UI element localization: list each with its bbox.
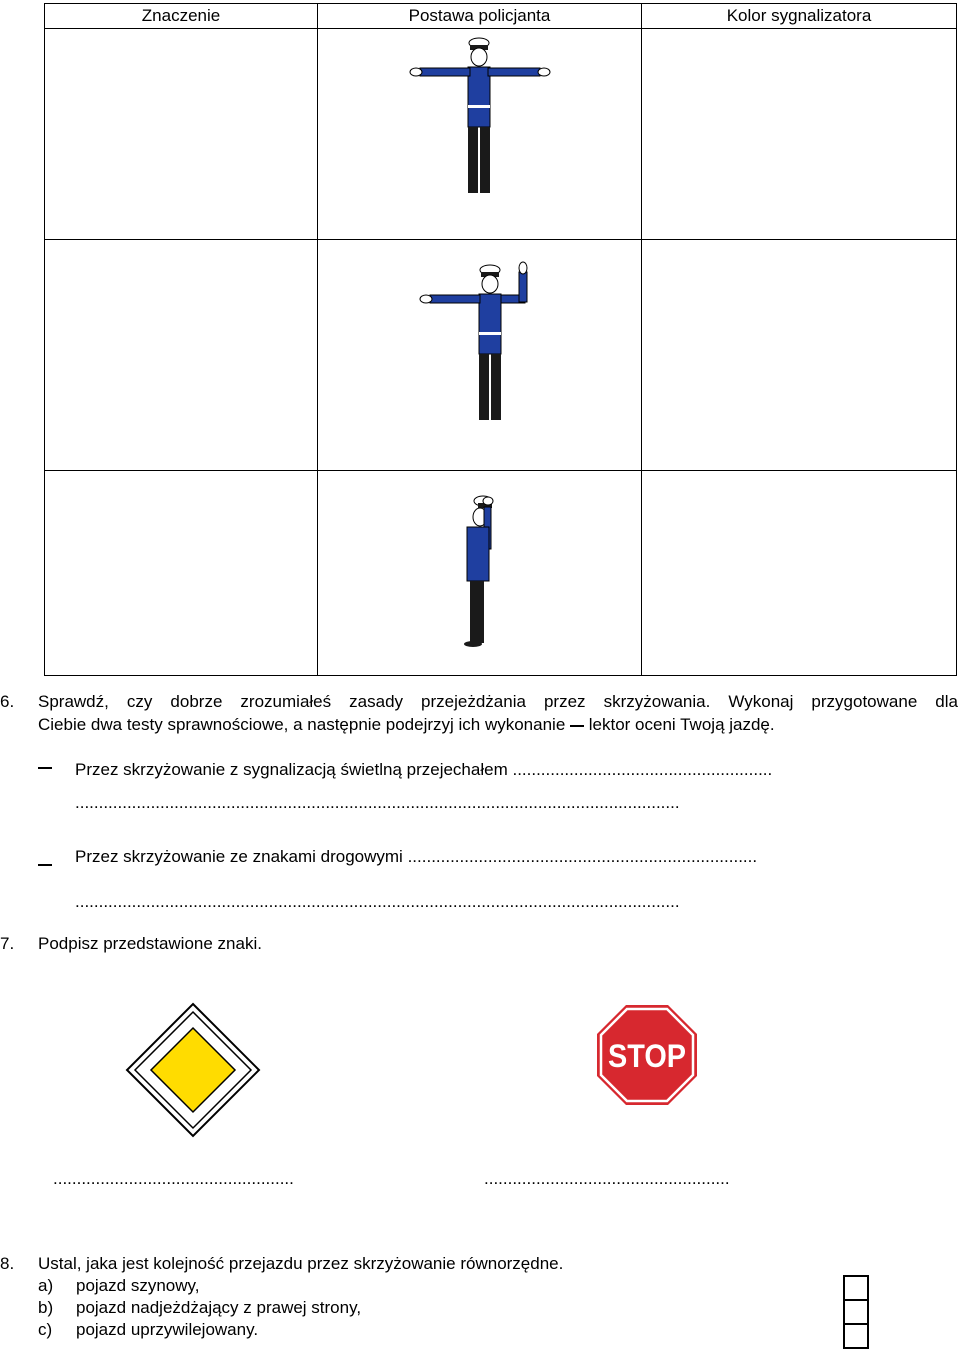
q7-answer-line-1[interactable]: ................................................... (53, 1169, 294, 1188)
q6-item1-text: Przez skrzyżowanie z sygnalizacją świetlną przejechałem (75, 760, 508, 779)
table-row (45, 240, 957, 471)
q8-option-a: pojazd szynowy, (76, 1276, 200, 1295)
q6-text-line2a: Ciebie dwa testy sprawnościowe, a następnie podejrzyj ich wykonanie (38, 715, 566, 734)
q6-number: 6. (0, 692, 15, 711)
q6-item1-answer-line-2[interactable]: ................................................................................................................................ (75, 793, 680, 812)
q8-option-letter-c: c) (38, 1320, 53, 1339)
policeman-one-arm-raised-icon (318, 240, 641, 470)
q7-number: 7. (0, 934, 15, 953)
q6-item2-answer-line-2[interactable]: ................................................................................................................................ (75, 892, 680, 911)
posture-cell (318, 240, 642, 471)
header-posture: Postawa policjanta (318, 4, 642, 29)
header-signal-color: Kolor sygnalizatora (642, 4, 957, 29)
q6-item2 (75, 846, 757, 868)
answer-box-a[interactable] (843, 1275, 869, 1301)
q8-option-c: pojazd uprzywilejowany. (76, 1320, 259, 1339)
answer-box-c[interactable] (843, 1323, 869, 1349)
table-row (45, 471, 957, 676)
dash-icon (38, 767, 52, 769)
meaning-cell[interactable] (45, 471, 318, 676)
signals-table (44, 3, 957, 676)
posture-cell (318, 29, 642, 240)
header-meaning: Znaczenie (45, 4, 318, 29)
q6-item1-answer-line[interactable]: ....................................................... (512, 760, 773, 779)
signal-color-cell[interactable] (642, 471, 957, 676)
priority-road-sign-icon (125, 1002, 261, 1138)
q6-text-line1: Sprawdź, czy dobrze zrozumiałeś zasady przejeżdżania przez skrzyżowania. Wykonaj przygotowane dla (38, 692, 958, 711)
policeman-arms-outstretched-icon (318, 29, 641, 239)
q8-number: 8. (0, 1254, 15, 1273)
stop-sign-icon (596, 1004, 698, 1106)
q6-text-line2b: lektor oceni Twoją jazdę. (588, 715, 775, 734)
table-header-row (45, 4, 957, 29)
q8-answer-boxes (843, 1275, 867, 1349)
stop-sign-text: STOP (608, 1038, 686, 1074)
meaning-cell[interactable] (45, 29, 318, 240)
q8-option-b: pojazd nadjeżdżający z prawej strony, (76, 1298, 362, 1317)
q8-option-letter-b: b) (38, 1298, 54, 1317)
q7-text: Podpisz przedstawione znaki. (38, 934, 262, 953)
q7-answer-line-2[interactable]: .................................................... (484, 1169, 730, 1188)
dash-icon (570, 725, 584, 727)
meaning-cell[interactable] (45, 240, 318, 471)
q6-item1 (75, 759, 772, 781)
signal-color-cell[interactable] (642, 29, 957, 240)
dash-icon (38, 864, 52, 866)
answer-box-b[interactable] (843, 1299, 869, 1325)
q6-item2-answer-line[interactable]: .......................................................................... (407, 847, 758, 866)
q8-option-letter-a: a) (38, 1276, 54, 1295)
posture-cell (318, 471, 642, 676)
q8-text: Ustal, jaka jest kolejność przejazdu przez skrzyżowanie równorzędne. (38, 1254, 564, 1273)
signal-color-cell[interactable] (642, 240, 957, 471)
q6-text-line2 (38, 714, 775, 736)
policeman-arm-raised-side-view-icon (318, 471, 641, 675)
q6-item2-text: Przez skrzyżowanie ze znakami drogowymi (75, 847, 403, 866)
table-row (45, 29, 957, 240)
